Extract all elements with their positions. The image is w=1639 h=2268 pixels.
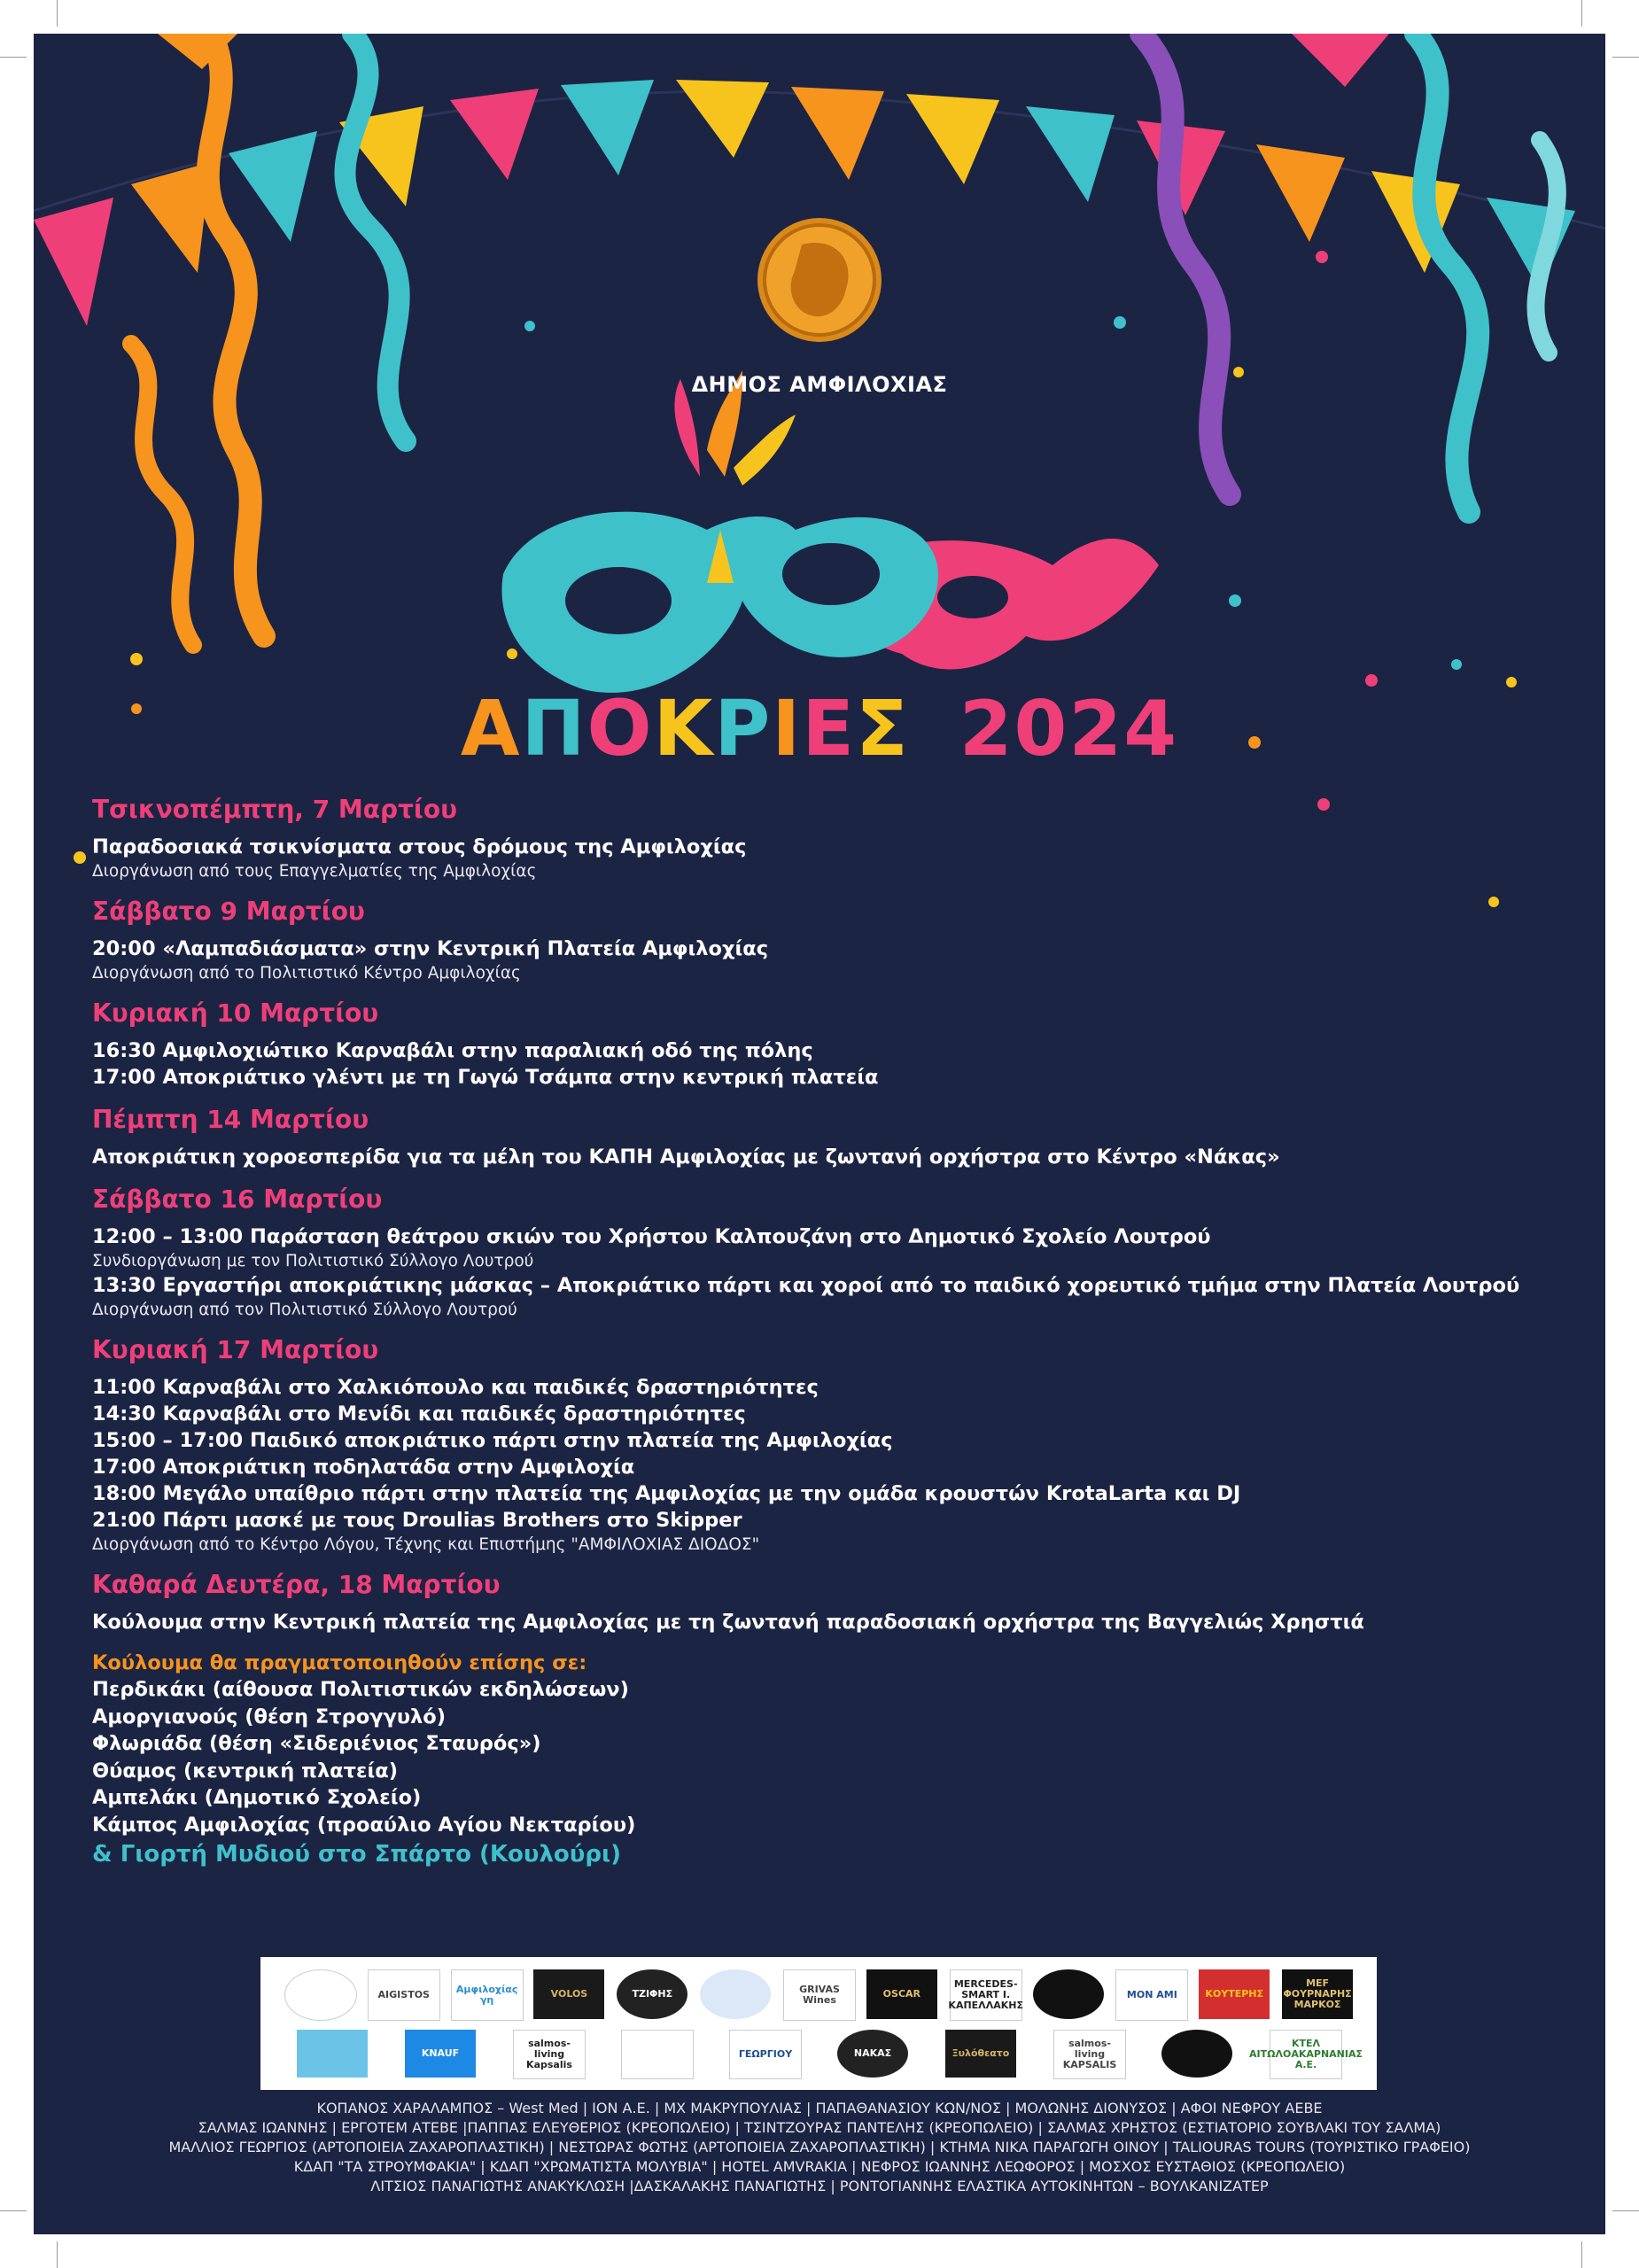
title-letter: Σ <box>856 685 910 773</box>
koulouma-place: Περδικάκι (αίθουσα Πολιτιστικών εκδηλώσεων) <box>92 1678 629 1701</box>
title-letter: Ο <box>586 685 654 773</box>
day-heading: Σάββατο 16 Μαρτίου <box>92 1184 383 1214</box>
sponsor-dark-tall-logo: MEF ΦΟΥΡΝΑΡΗΣ ΜΑΡΚΟΣ <box>1282 1969 1353 2019</box>
organizer-note: Διοργάνωση από τους Επαγγελματίες της Αμφιλοχίας <box>92 862 537 881</box>
sponsor-text-logo: salmos-living KAPSALIS <box>1053 2030 1126 2079</box>
event-item: 14:30 Καρναβάλι στο Μενίδι και παιδικές δραστηριότητες <box>92 1402 746 1425</box>
event-item: 17:00 Αποκριάτικο γλέντι με τη Γωγώ Τσάμπα στην κεντρική πλατεία <box>92 1066 879 1089</box>
sponsor-badge-logo: ΓΕΩΡΓΙΟΥ <box>729 2030 802 2079</box>
sponsor-text-logo: AIGISTOS <box>368 1969 440 2021</box>
program-day <box>92 1183 1545 1321</box>
day-heading: Κυριακή 10 Μαρτίου <box>92 998 379 1028</box>
event-item: Παραδοσιακά τσικνίσματα στους δρόμους της Αμφιλοχίας <box>92 835 747 858</box>
koulouma-place: Αμπελάκι (Δημοτικό Σχολείο) <box>92 1786 422 1809</box>
carnival-masks-icon <box>501 370 1159 693</box>
bunting-flag <box>561 80 654 175</box>
sponsor-round-badge-logo: ΤΖΙΦΗΣ <box>617 1969 687 2019</box>
koulouma-place: Κάμπος Αμφιλοχίας (προαύλιο Αγίου Νεκταρίου) <box>92 1813 636 1837</box>
sponsor-logos <box>260 1957 1377 2090</box>
event-item: 18:00 Μεγάλο υπαίθριο πάρτι στην πλατεία της Αμφιλοχίας με την ομάδα κρουστών KrotaLarta και DJ <box>92 1482 1241 1505</box>
event-item: 15:00 – 17:00 Παιδικό αποκριάτικο πάρτι στην πλατεία της Αμφιλοχίας <box>92 1429 893 1452</box>
streamer <box>1535 140 1557 353</box>
event-item: 17:00 Αποκριάτικη ποδηλατάδα στην Αμφιλοχία <box>92 1456 635 1479</box>
organizer-note: Συνδιοργάνωση με τον Πολιτιστικό Σύλλογο Λουτρού <box>92 1252 534 1270</box>
title-word <box>461 685 910 773</box>
title-year: 2024 <box>959 685 1179 773</box>
bunting-flag <box>1026 106 1115 202</box>
sponsor-round-monogram-logo <box>1033 1969 1104 2019</box>
crop-mark <box>0 2210 27 2211</box>
sponsor-badge-logo: MON AMI <box>1115 1969 1188 2021</box>
program-day <box>92 1568 1545 1635</box>
day-heading: Τσικνοπέμπτη, 7 Μαρτίου <box>92 795 457 824</box>
title-letter: Ι <box>772 685 803 773</box>
sponsor-line: ΣΑΛΜΑΣ ΙΩΑΝΝΗΣ | ΕΡΓΟΤΕΜ ΑΤΕΒΕ |ΠΑΠΠΑΣ ΕΛΕΥΘΕΡΙΟΣ (ΚΡΕΟΠΩΛΕΙΟ) | ΤΣΙΝΤΖΟΥΡΑΣ ΠΑΝΤΕΛΗΣ (ΚΡΕΟΠΩΛΕΙΟ) | ΣΑΛΜΑΣ ΧΡΗΣΤΟΣ (ΕΣΤΙΑΤΟΡΙΟ ΣΟΥΒΛΑΚΙ ΤΟΥ ΣΑΛΜΑ) <box>198 2119 1441 2136</box>
program-day <box>92 895 1545 984</box>
koulouma-place: Θύαμος (κεντρική πλατεία) <box>92 1759 399 1783</box>
event-item: 13:30 Εργαστήρι αποκριάτικης μάσκας – Αποκριάτικο πάρτι και χοροί από το παιδικό χορευτικό τμήμα στην Πλατεία Λουτρού <box>92 1274 1520 1297</box>
sponsor-car-dealer-logo: MERCEDES-SMART Ι. ΚΑΠΕΛΛΑΚΗΣ <box>950 1969 1022 2021</box>
sponsor-wreath-logo <box>284 1969 357 2021</box>
day-heading: Σάββατο 9 Μαρτίου <box>92 897 365 926</box>
event-item: Κούλουμα στην Κεντρική πλατεία της Αμφιλοχίας με τη ζωντανή παραδοσιακή ορχήστρα της Βαγγελιώς Χρηστιά <box>92 1611 1364 1634</box>
bunting-flag <box>229 131 317 242</box>
municipality-name: ΔΗΜΟΣ ΑΜΦΙΛΟΧΙΑΣ <box>691 372 948 397</box>
sponsor-red-banner-logo: ΚΟΥΤΕΡΗΣ <box>1199 1969 1270 2019</box>
carnival-poster <box>34 34 1605 2234</box>
program-day <box>92 1333 1545 1556</box>
crop-mark <box>1581 2241 1582 2268</box>
program-day <box>92 1103 1545 1170</box>
sponsor-round-monogram-logo <box>1161 2030 1232 2078</box>
streamer <box>1416 34 1478 512</box>
event-item: 21:00 Πάρτι μασκέ με τους Droulias Brothers στο Skipper <box>92 1509 742 1532</box>
event-item: 11:00 Καρναβάλι στο Χαλκιόπουλο και παιδικές δραστηριότητες <box>92 1376 819 1399</box>
title-letter: Α <box>460 685 522 773</box>
koulouma-place: Φλωριάδα (θέση «Σιδεριένιος Σταυρός») <box>92 1732 541 1755</box>
sponsor-dark-tall-logo: OSCAR <box>866 1969 937 2019</box>
event-item: 16:30 Αμφιλοχιώτικο Καρναβάλι στην παραλιακή οδό της πόλης <box>92 1039 813 1062</box>
crop-mark <box>1612 2210 1639 2211</box>
program-day <box>92 793 1545 882</box>
sponsor-bus-logo: ΚΤΕΛ ΑΙΤΩΛΟΑΚΑΡΝΑΝΙΑΣ Α.Ε. <box>1270 2030 1342 2079</box>
event-item: Αποκριάτικη χοροεσπερίδα για τα μέλη του ΚΑΠΗ Αμφιλοχίας με ζωντανή ορχήστρα στο Κέντρο «Νάκας» <box>92 1146 1280 1169</box>
event-program <box>92 793 1545 1870</box>
crop-mark <box>1612 57 1639 58</box>
sponsor-blue-circle-logo <box>700 1969 771 2019</box>
crop-mark <box>57 2241 58 2268</box>
event-item: 12:00 – 13:00 Παράσταση θεάτρου σκιών του Χρήστου Καλπουζάνη στο Δημοτικό Σχολείο Λουτρού <box>92 1225 1211 1248</box>
bunting-flag <box>676 80 769 158</box>
sponsor-line: ΚΟΠΑΝΟΣ ΧΑΡΑΛΑΜΠΟΣ – West Med | ΙΟΝ Α.Ε. | ΜΧ ΜΑΚΡΥΠΟΥΛΙΑΣ | ΠΑΠΑΘΑΝΑΣΙΟΥ ΚΩΝ/ΝΟΣ | ΜΟΛΩΝΗΣ ΔΙΟΝΥΣΟΣ | ΑΦΟΙ ΝΕΦΡΟΥ ΑΕΒΕ <box>316 2100 1323 2117</box>
title-letter: Κ <box>653 685 715 773</box>
mussel-festival: & Γιορτή Μυδιού στο Σπάρτο (Κουλούρι) <box>92 1841 621 1868</box>
bunting-flag <box>1256 144 1345 242</box>
sponsor-dark-square-logo: VOLOS <box>533 1969 604 2019</box>
bunting-flag <box>791 87 884 180</box>
sponsor-text-logo: GRIVAS Wines <box>783 1969 856 2021</box>
organizer-note: Διοργάνωση από το Πολιτιστικό Κέντρο Αμφιλοχίας <box>92 964 521 983</box>
sponsor-striped-logo: salmos-living Kapsalis <box>513 2030 586 2079</box>
day-heading: Καθαρά Δευτέρα, 18 Μαρτίου <box>92 1570 501 1599</box>
sponsor-blue-brand-logo: KNAUF <box>405 2030 476 2078</box>
crop-mark <box>57 0 58 27</box>
organizer-note: Διοργάνωση από το Κέντρο Λόγου, Τέχνης και Επιστήμης "ΑΜΦΙΛΟΧΙΑΣ ΔΙΟΔΟΣ" <box>92 1535 760 1554</box>
title-letter: Ρ <box>714 685 773 773</box>
bunting-flag <box>34 198 113 326</box>
sponsor-round-badge-logo: ΝΑΚΑΣ <box>837 2030 908 2078</box>
sponsor-line: ΜΑΛΛΙΟΣ ΓΕΩΡΓΙΟΣ (ΑΡΤΟΠΟΙΕΙΑ ΖΑΧΑΡΟΠΛΑΣΤΙΚΗ) | ΝΕΣΤΩΡΑΣ ΦΩΤΗΣ (ΑΡΤΟΠΟΙΕΙΑ ΖΑΧΑΡΟΠΛΑΣΤΙΚΗ) | ΚΤΗΜΑ ΝΙΚΑ ΠΑΡΑΓΩΓΗ ΟΙΝΟΥ | TALIOURAS TOURS (ΤΟΥΡΙΣΤΙΚΟ ΓΡΑΦΕΙΟ) <box>168 2139 1471 2155</box>
bunting-flag <box>906 94 999 184</box>
sponsor-dark-square-logo: Ξυλόθεατο <box>945 2030 1016 2078</box>
sponsor-seaside-logo <box>297 2030 368 2078</box>
day-heading: Κυριακή 17 Μαρτίου <box>92 1335 379 1364</box>
poster-title <box>34 685 1605 773</box>
sponsor-script-logo: Αμφιλοχίας γη <box>451 1969 524 2021</box>
organizer-note: Διοργάνωση από τον Πολιτιστικό Σύλλογο Λουτρού <box>92 1301 517 1319</box>
streamer <box>1141 34 1230 494</box>
title-letter: Π <box>521 685 587 773</box>
program-day <box>92 997 1545 1091</box>
crop-mark <box>0 57 27 58</box>
sponsor-line: ΛΙΤΣΙΟΣ ΠΑΝΑΓΙΩΤΗΣ ΑΝΑΚΥΚΛΩΣΗ |ΔΑΣΚΑΛΑΚΗΣ ΠΑΝΑΓΙΩΤΗΣ | ΡΟΝΤΟΓΙΑΝΝΗΣ ΕΛΑΣΤΙΚΑ ΑΥΤΟΚΙΝΗΤΩΝ – ΒΟΥΛΚΑΝΙΖΑΤΕΡ <box>370 2178 1269 2194</box>
koulouma-place: Αμοργιανούς (θέση Στρογγυλό) <box>92 1705 446 1728</box>
bunting-flag <box>450 89 539 180</box>
streamer <box>208 34 264 636</box>
sponsor-line: ΚΔΑΠ "ΤΑ ΣΤΡΟΥΜΦΑΚΙΑ" | ΚΔΑΠ "ΧΡΩΜΑΤΙΣΤΑ ΜΟΛΥΒΙΑ" | HOTEL AMVRAKIA | ΝΕΦΡΟΣ ΙΩΑΝΝΗΣ ΛΕΩΦΟΡΟΣ | ΜΟΣΧΟΣ ΕΥΣΤΑΘΙΟΣ (ΚΡΕΟΠΩΛΕΙΟ) <box>293 2158 1346 2175</box>
sponsor-striped-logo <box>621 2030 694 2079</box>
crop-mark <box>1581 0 1582 27</box>
day-heading: Πέμπτη 14 Μαρτίου <box>92 1105 369 1134</box>
sponsor-list <box>34 2099 1605 2196</box>
title-letter: Ε <box>802 685 857 773</box>
koulouma-heading: Κούλουμα θα πραγματοποιηθούν επίσης σε: <box>92 1651 587 1674</box>
event-item: 20:00 «Λαμπαδιάσματα» στην Κεντρική Πλατεία Αμφιλοχίας <box>92 937 769 960</box>
coin-logo <box>757 218 882 342</box>
bunting-flag <box>1292 34 1389 87</box>
